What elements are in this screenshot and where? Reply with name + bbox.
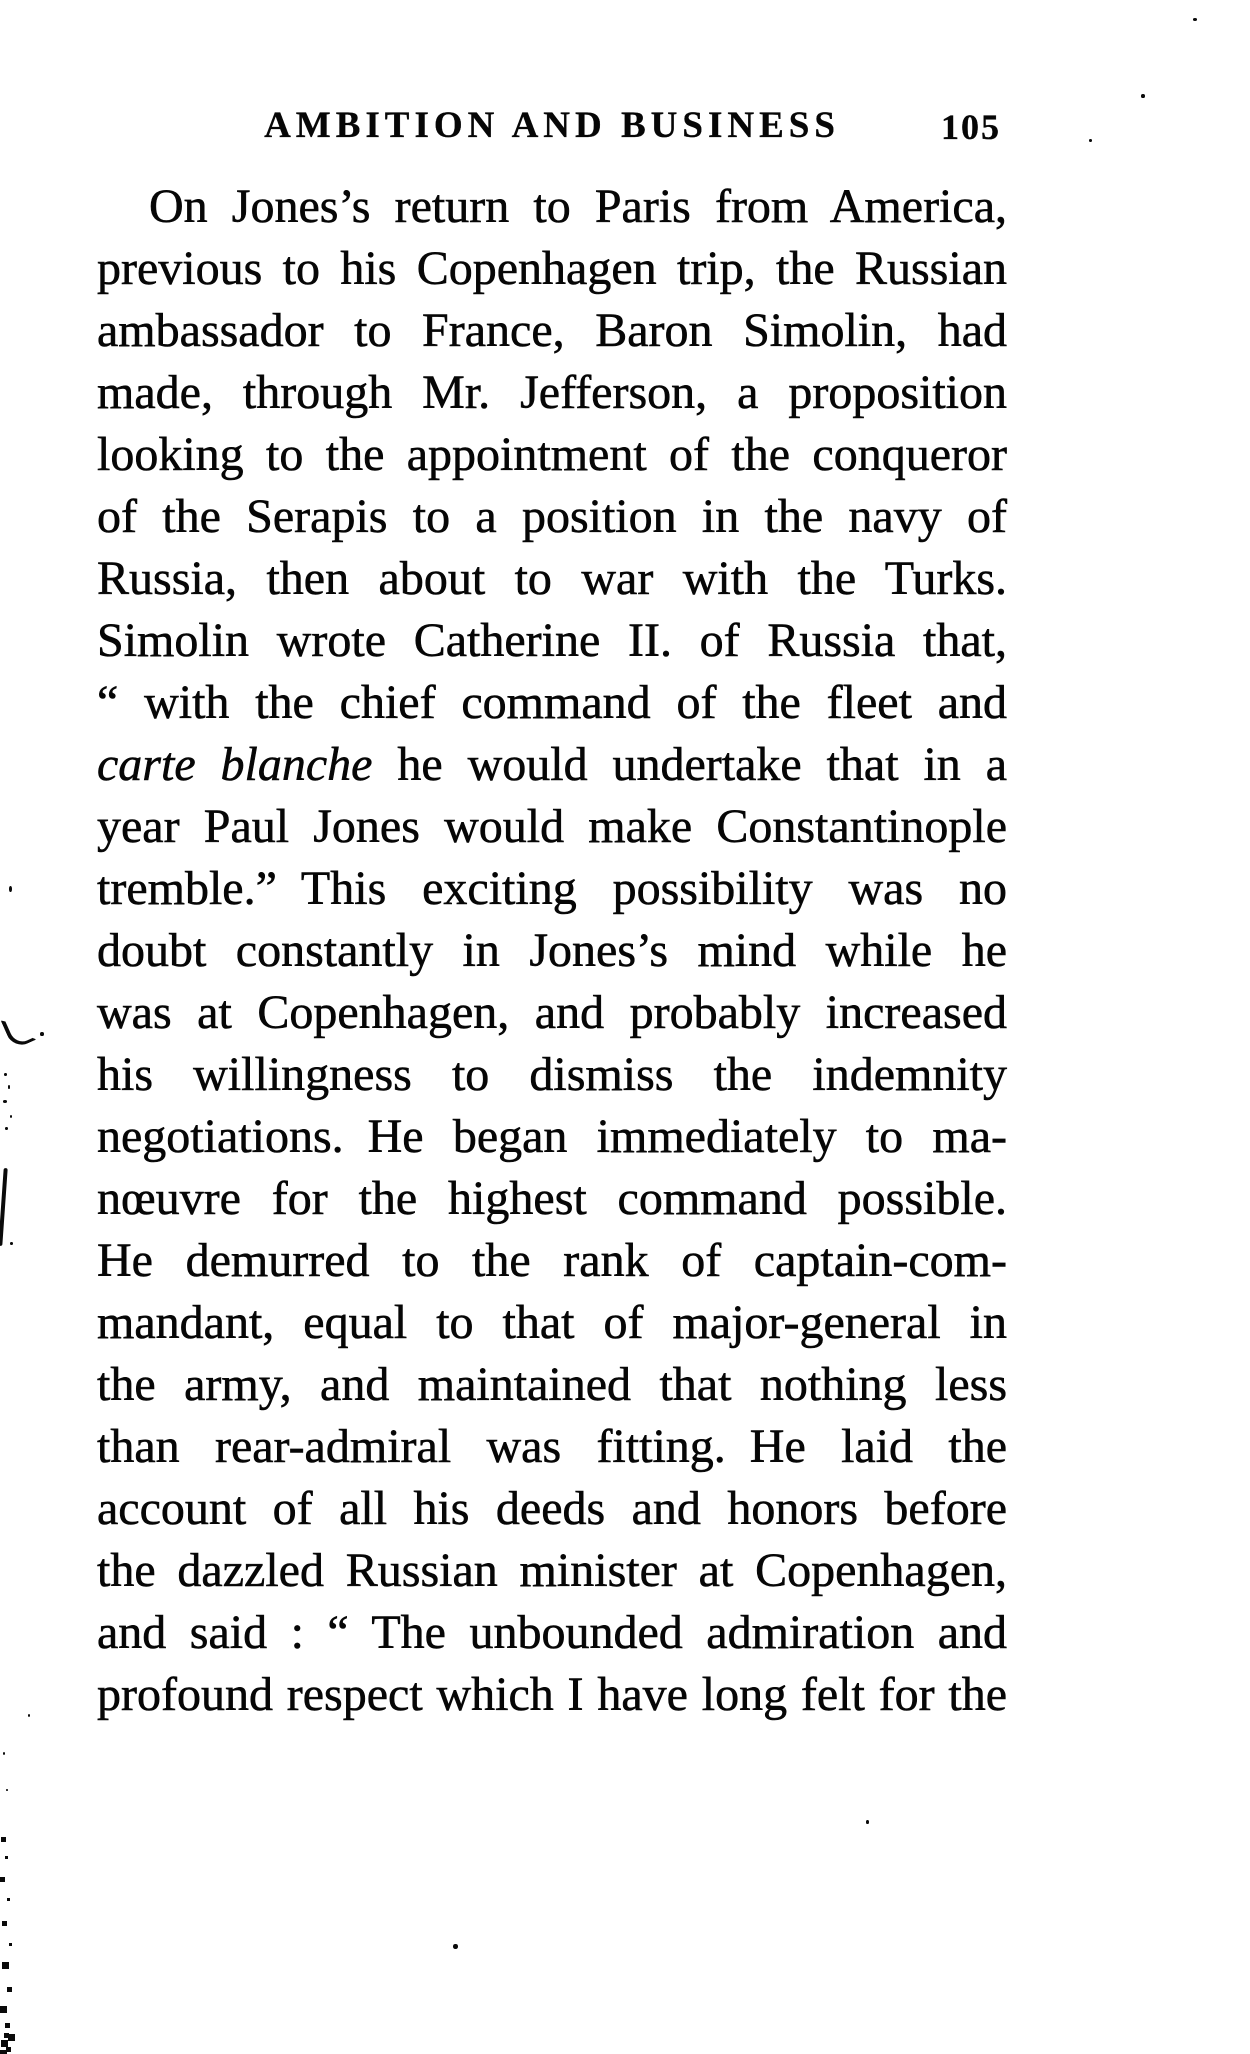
scan-mark-curl <box>1 1010 37 1049</box>
text-segment: previous to his Copenhagen trip, the Russian <box>97 242 1007 295</box>
scan-speck <box>4 1073 7 1076</box>
text-segment: year Paul Jones would make Constantinople <box>97 800 1007 853</box>
scan-speck <box>3 1752 5 1755</box>
text-line <box>97 796 1007 858</box>
running-head-title: AMBITION AND BUSINESS <box>264 105 840 146</box>
scan-noise <box>2 1838 5 1841</box>
scan-speck <box>6 1789 8 1791</box>
text-line <box>97 1664 1007 1726</box>
text-line <box>97 1168 1007 1230</box>
text-segment: “ with the chief command of the fleet and <box>97 676 1007 729</box>
text-segment: tremble.” This exciting possibility was no <box>97 862 1007 915</box>
page-header <box>97 102 1007 152</box>
scan-speck <box>9 886 12 892</box>
text-segment: negotiations. He began immediately to ma- <box>97 1110 1007 1163</box>
scan-speck <box>10 1115 12 1118</box>
text-segment: On Jones’s return to Paris from America, <box>149 180 1007 233</box>
text-segment: ambassador to France, Baron Simolin, had <box>97 304 1007 357</box>
text-line <box>97 176 1007 238</box>
text-segment: than rear-admiral was fitting. He laid the <box>97 1420 1007 1473</box>
text-segment: made, through Mr. Jefferson, a proposition <box>97 366 1007 419</box>
text-segment: Simolin wrote Catherine II. of Russia that, <box>97 614 1007 667</box>
text-line <box>97 1416 1007 1478</box>
text-segment: mandant, equal to that of major-general in <box>97 1296 1007 1349</box>
text-segment: the dazzled Russian minister at Copenhagen, <box>97 1544 1007 1597</box>
text-segment: he would undertake that in a <box>372 738 1007 791</box>
scan-speck <box>1089 139 1092 142</box>
text-line <box>97 920 1007 982</box>
text-segment: and said : “ The unbounded admiration and <box>97 1606 1007 1659</box>
text-line <box>97 1540 1007 1602</box>
text-segment: looking to the appointment of the conqueror <box>97 428 1007 481</box>
scan-speck <box>1193 18 1197 21</box>
text-line <box>97 1292 1007 1354</box>
text-line <box>97 1044 1007 1106</box>
body-text <box>97 176 1007 1726</box>
text-segment: of the Serapis to a position in the navy of <box>97 490 1007 543</box>
text-segment: profound respect which I have long felt for the <box>97 1668 1007 1721</box>
text-segment: the army, and maintained that nothing less <box>97 1358 1007 1411</box>
text-line <box>97 300 1007 362</box>
page-number: 105 <box>941 107 1001 147</box>
text-segment: He demurred to the rank of captain-com- <box>97 1234 1007 1287</box>
scan-speck <box>1141 94 1145 98</box>
text-segment: Russia, then about to war with the Turks. <box>97 552 1007 605</box>
scan-speck <box>866 1820 869 1824</box>
text-segment: his willingness to dismiss the indemnity <box>97 1048 1007 1101</box>
scan-speck <box>28 1714 30 1717</box>
text-line <box>97 362 1007 424</box>
text-line <box>97 424 1007 486</box>
text-line <box>97 610 1007 672</box>
scan-speck <box>5 1127 8 1130</box>
text-line <box>97 1230 1007 1292</box>
text-line <box>97 734 1007 796</box>
scan-mark-line <box>0 1168 8 1246</box>
scan-speck <box>3 1100 7 1103</box>
text-line <box>97 548 1007 610</box>
text-line <box>97 238 1007 300</box>
text-line <box>97 1354 1007 1416</box>
text-segment-italic: carte blanche <box>97 738 373 791</box>
text-segment: doubt constantly in Jones’s mind while he <box>97 924 1007 977</box>
text-line <box>97 672 1007 734</box>
text-line <box>97 858 1007 920</box>
scan-speck <box>40 1032 44 1036</box>
scan-speck <box>453 1944 458 1949</box>
text-segment: account of all his deeds and honors before <box>97 1482 1007 1535</box>
text-segment: was at Copenhagen, and probably increased <box>97 986 1007 1039</box>
text-line <box>97 486 1007 548</box>
text-segment: nœuvre for the highest command possible. <box>97 1172 1007 1225</box>
text-line <box>97 1602 1007 1664</box>
scan-speck <box>10 1242 13 1245</box>
text-line <box>97 1478 1007 1540</box>
text-line <box>97 1106 1007 1168</box>
scan-speck <box>8 1085 10 1089</box>
text-line <box>97 982 1007 1044</box>
